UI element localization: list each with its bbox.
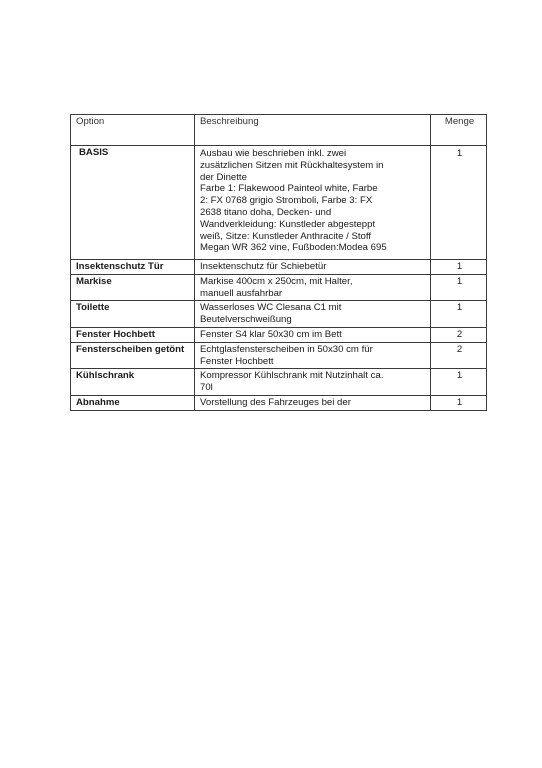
description-line: Insektenschutz für Schiebetür [200,261,327,272]
table-header-row [71,115,487,146]
description-line: Kompressor Kühlschrank mit Nutzinhalt ca. [200,370,384,382]
table-row [71,146,487,260]
description-cell [195,327,431,342]
option-cell: Markise [71,274,195,301]
options-table [70,114,487,411]
table-row [71,342,487,369]
description-line: Wasserloses WC Clesana C1 mit [200,302,342,314]
description-line: Fenster Hochbett [200,355,274,367]
description-line: Fenster S4 klar 50x30 cm im Bett [200,328,342,340]
header-menge: Menge [431,115,487,146]
table-row [71,301,487,328]
table-row [71,395,487,410]
menge-cell: 1 [431,146,487,260]
description-cell [195,342,431,369]
menge-cell: 2 [431,327,487,342]
table-row [71,274,487,301]
description-line: Echtglasfensterscheiben in 50x30 cm für [200,343,373,355]
description-line: Farbe 1: Flakewood Painteol white, Farbe [200,183,378,195]
description-cell [195,260,431,275]
description-line: 2638 titano doha, Decken- und [200,206,332,218]
description-line: 70l [200,382,213,394]
description-line: 2: FX 0768 grigio Stromboli, Farbe 3: FX [200,195,373,207]
menge-cell: 1 [431,369,487,396]
menge-cell: 1 [431,260,487,275]
table-row [71,369,487,396]
option-cell: Toilette [71,301,195,328]
menge-cell: 1 [431,395,487,410]
option-cell: Kühlschrank [71,369,195,396]
menge-cell: 1 [431,274,487,301]
description-line: Beutelverschweißung [200,314,292,326]
table-row [71,260,487,275]
description-line: Wandverkleidung: Kunstleder abgesteppt [200,218,376,230]
description-cell [195,395,431,410]
description-line: Vorstellung des Fahrzeuges bei der [200,396,351,408]
menge-cell: 2 [431,342,487,369]
option-cell: Abnahme [71,395,195,410]
option-cell: Fensterscheiben getönt [71,342,195,369]
description-line: manuell ausfahrbar [200,287,283,299]
option-cell: Fenster Hochbett [71,327,195,342]
description-line: der Dinette [200,171,247,183]
description-cell [195,369,431,396]
description-line: Markise 400cm x 250cm, mit Halter, [200,275,353,287]
header-option: Option [71,115,195,146]
menge-cell: 1 [431,301,487,328]
header-beschreibung: Beschreibung [195,115,431,146]
option-cell: BASIS [71,146,195,260]
description-line: Megan WR 362 vine, Fußboden:Modea 695 [200,242,387,254]
option-cell: Insektenschutz Tür [71,260,195,275]
description-line: zusätzlichen Sitzen mit Rückhaltesystem in [200,159,384,171]
description-cell [195,146,431,260]
table-row [71,327,487,342]
description-cell [195,301,431,328]
description-line: Ausbau wie beschrieben inkl. zwei [200,148,347,159]
description-line: weiß, Sitze: Kunstleder Anthracite / Stoff [200,230,371,242]
description-cell [195,274,431,301]
